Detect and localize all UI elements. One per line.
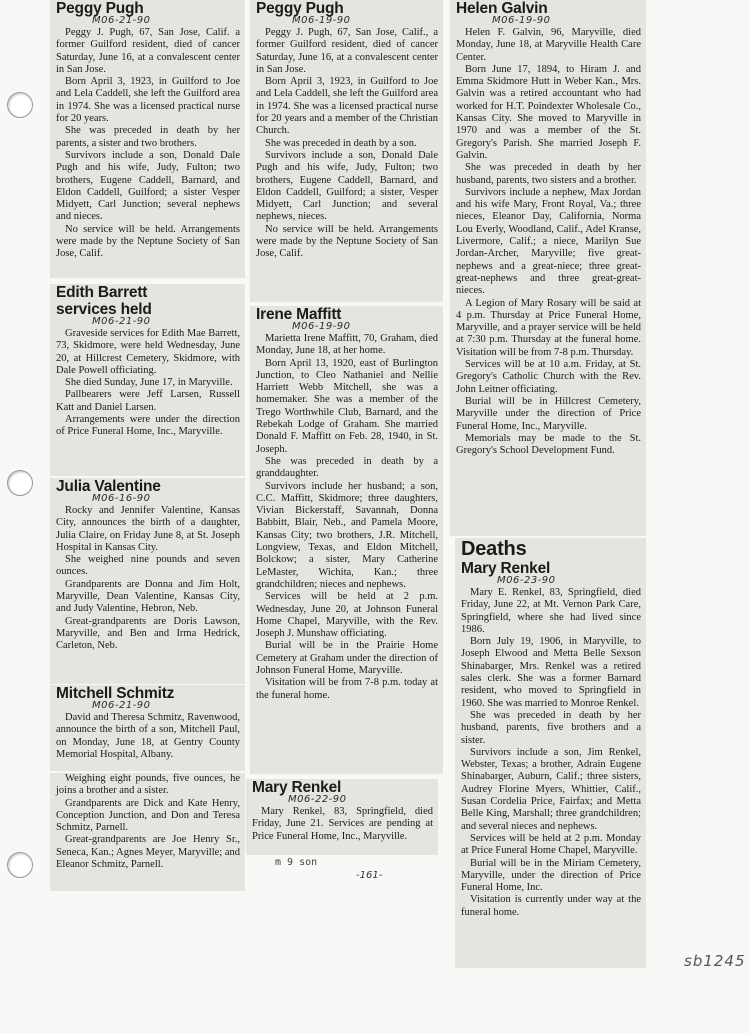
paragraph: Marietta Irene Maffitt, 70, Graham, died Monday, June 18, at her home. bbox=[256, 333, 438, 357]
paragraph: Mary Renkel, 83, Springfield, died Friday, June 21. Services are pending at Price Funeral Home, Inc., Maryville. bbox=[252, 806, 433, 842]
headline: Mary Renkel bbox=[461, 560, 551, 577]
clipping-irene-maffitt bbox=[250, 306, 443, 774]
article-body bbox=[461, 587, 641, 919]
paragraph: Helen F. Galvin, 96, Maryville, died Monday, June 18, at Maryville Health Care Center. bbox=[456, 27, 641, 63]
headline: Julia Valentine bbox=[56, 478, 161, 495]
paragraph: No service will be held. Arrangements were made by the Neptune Society of San Jose, Calif. bbox=[56, 223, 240, 260]
paragraph: She was preceded in death by her husband, parents, five brothers and a sister. bbox=[461, 709, 641, 746]
article-body bbox=[56, 712, 240, 761]
headline: Mary Renkel bbox=[252, 779, 342, 796]
clipping-helen-galvin bbox=[450, 0, 646, 536]
paragraph: Burial will be in Hillcrest Cemetery, Maryville under the direction of Price Funeral Home, Inc., Maryville. bbox=[456, 395, 641, 432]
paragraph: She was preceded in death by a son. bbox=[265, 137, 417, 149]
article-body bbox=[56, 505, 240, 653]
paragraph: Survivors include a son, Jim Renkel, Webster, Texas; a brother, Adrain Eugene Shinabarger, Auburn, Calif.; three sisters, Audrey Florine Myers, Whittier, Calif., Susan Cordelia Price, Fairfax; and Metta Belle King, Marshall; three grandchildren; and several nieces and nephews. bbox=[461, 746, 641, 832]
article-body bbox=[256, 333, 438, 702]
headline: Mitchell Schmitz bbox=[56, 685, 175, 702]
handwritten-date: M06-23-90 bbox=[497, 575, 556, 586]
paragraph: Visitation is currently under way at the funeral home. bbox=[461, 894, 641, 918]
paragraph: Survivors include her husband; a son, C.C. Maffitt, Skidmore; three daughters, Vivian Bickerstaff, Savannah, Donna Babbitt, Blair, Neb., and Pamela Moore, Kansas City; two brothers, J.R. Mitchell, Longview, Texas, and Eldon Mitchell, Bolckow; a sister, Mary Catherine LeMaster, Wichita, Kan.; three grandchildren; nieces and nephews. bbox=[256, 480, 438, 590]
clipping-mitchell-schmitz bbox=[50, 685, 245, 771]
paragraph: A Legion of Mary Rosary will be said at 4 p.m. Thursday at Price Funeral Home, Maryville, and a prayer service will be held at 7:30 p.m. Thursday at the funeral home. Visitation will be from 7-8 p.m. Thursday. bbox=[456, 297, 641, 358]
binder-hole-1 bbox=[7, 92, 33, 118]
article-body bbox=[456, 27, 641, 457]
handwritten-date: M06-21-90 bbox=[92, 700, 151, 711]
paragraph: She was preceded in death by her husband, parents, two sisters and a brother. bbox=[456, 162, 641, 186]
paragraph: Services will be at 10 a.m. Friday, at St. Gregory's Catholic Church with the Rev. John Leitner officiating. bbox=[456, 359, 641, 395]
paragraph: Weighing eight pounds, five ounces, he joins a brother and a sister. bbox=[56, 773, 240, 797]
clipping-deaths-mary-renkel bbox=[455, 538, 646, 968]
paragraph: Services will be held at 2 p.m. Wednesday, June 20, at Johnson Funeral Home Chapel, Maryville, with the Rev. Joseph J. Munshaw officiating. bbox=[256, 591, 438, 640]
paragraph: Mary E. Renkel, 83, Springfield, died Friday, June 22, at Mt. Vernon Park Care, Springfield, where she had lived since 1986. bbox=[461, 587, 641, 635]
paragraph: Pallbearers were Jeff Larsen, Russell Katt and Daniel Larsen. bbox=[56, 389, 240, 413]
clipping-peggy-pugh-2 bbox=[250, 0, 443, 302]
handwritten-date: M06-16-90 bbox=[92, 493, 151, 504]
binder-hole-3 bbox=[7, 852, 33, 878]
paragraph: Rocky and Jennifer Valentine, Kansas City, announces the birth of a daughter, Julia Claire, on Friday June 8, at St. Joseph Hospital in Kansas City. bbox=[56, 505, 240, 553]
handwritten-date: M06-21-90 bbox=[92, 316, 151, 327]
paragraph: She died Sunday, June 17, in Maryville. bbox=[65, 377, 233, 389]
clipping-mary-renkel-short bbox=[246, 779, 438, 855]
clipping-peggy-pugh-1 bbox=[50, 0, 245, 278]
handwritten-date: M06-19-90 bbox=[492, 15, 551, 26]
paragraph: Burial will be in the Miriam Cemetery, Maryville, under the direction of Price Funeral Home, Inc. bbox=[461, 857, 641, 894]
section-heading: Deaths bbox=[461, 538, 527, 560]
archive-stamp: sb1245 bbox=[684, 952, 746, 970]
paragraph: David and Theresa Schmitz, Ravenwood, announce the birth of a son, Mitchell Paul, on Monday, June 18, at Gentry County Memorial Hospital, Albany. bbox=[56, 712, 240, 760]
handwritten-note: m 9 son bbox=[275, 857, 318, 868]
paragraph: Born April 3, 1923, in Guilford to Joe and Lela Caddell, she left the Guilford area in 1974. She was a licensed practical nurse for 20 years. bbox=[56, 76, 240, 125]
headline: Peggy Pugh bbox=[256, 0, 344, 17]
article-body bbox=[252, 806, 433, 843]
paragraph: Born July 19, 1906, in Maryville, to Joseph Elwood and Metta Belle Sexson Shinabarger, Mrs. Renkel was a retired sales clerk. She was a former Barnard resident, who moved to Springfield in 1960. She was married to Monroe Renkel. bbox=[461, 636, 641, 709]
handwritten-date: M06-22-90 bbox=[288, 794, 347, 805]
paragraph: She weighed nine pounds and seven ounces. bbox=[56, 554, 240, 578]
article-body bbox=[56, 27, 240, 261]
article-body bbox=[56, 328, 240, 439]
article-body bbox=[56, 773, 240, 871]
page-number: -161- bbox=[356, 870, 383, 881]
paragraph: No service will be held. Arrangements were made by the Neptune Society of San Jose, Calif. bbox=[256, 223, 438, 260]
paragraph: Grandparents are Donna and Jim Holt, Maryville, Dean Valentine, Kansas City, and Judy Valentine, Hebron, Neb. bbox=[56, 578, 240, 615]
handwritten-date: M06-19-90 bbox=[292, 15, 351, 26]
paragraph: Great-grandparents are Joe Henry Sr., Seneca, Kan.; Agnes Meyer, Maryville; and Eleanor Schmitz, Parnell. bbox=[56, 834, 240, 871]
clipping-julia-valentine bbox=[50, 478, 245, 684]
clipping-mitchell-schmitz-continued bbox=[50, 773, 245, 891]
headline: Irene Maffitt bbox=[256, 306, 342, 323]
headline: Edith Barrett bbox=[56, 284, 148, 301]
paragraph: She was preceded in death by her parents, a sister and two brothers. bbox=[56, 125, 240, 149]
handwritten-date: M06-21-90 bbox=[92, 15, 151, 26]
paragraph: Grandparents are Dick and Kate Henry, Conception Junction, and Don and Teresa Schmitz, Parnell. bbox=[56, 797, 240, 834]
paragraph: Great-grandparents are Doris Lawson, Maryville, and Ben and Irma Hedrick, Carleton, Neb. bbox=[56, 615, 240, 652]
paragraph: Peggy J. Pugh, 67, San Jose, Calif., a former Guilford resident, died of cancer Saturday, June 16, at a convalescent center in San Jose. bbox=[256, 27, 438, 75]
paragraph: Services will be held at 2 p.m. Monday at Price Funeral Home Chapel, Maryville. bbox=[461, 832, 641, 857]
binder-hole-2 bbox=[7, 470, 33, 496]
paragraph: Born April 13, 1920, east of Burlington Junction, to Cleo Nathaniel and Nellie Harriett Webb Mitchell, she was a homemaker. She was a member of the Trego Worthwhile Club, Barnard, and the Rebekah Lodge of Graham. She married Donald F. Maffitt on Feb. 28, 1940, in St. Joseph. bbox=[256, 357, 438, 455]
handwritten-date: M06-19-90 bbox=[292, 321, 351, 332]
headline: Helen Galvin bbox=[456, 0, 548, 17]
paragraph: Survivors include a son, Donald Dale Pugh and his wife, Judy, Fulton; two brothers, Eugene Caddell, Barnard, and Eldon Caddell, Guilford; a sister, Vesper Midyett, Carl Junction; and several nephews, nieces. bbox=[256, 149, 438, 223]
paragraph: She was preceded in death by a granddaughter. bbox=[256, 455, 438, 480]
paragraph: Born June 17, 1894, to Hiram J. and Emma Skidmore Hutt in Weber Kan., Mrs. Galvin was a retired accountant who had worked for H.T. Poindexter Wholesale Co., Kansas City. She moved to Maryville in 1970 and was a member of the St. Gregory's Parish. She married Joseph F. Galvin. bbox=[456, 63, 641, 161]
headline: services held bbox=[56, 301, 152, 318]
paragraph: Burial will be in the Prairie Home Cemetery at Graham under the direction of Johnson Funeral Home, Maryville. bbox=[256, 640, 438, 677]
paragraph: Visitation will be from 7-8 p.m. today at the funeral home. bbox=[256, 677, 438, 701]
paragraph: Survivors include a nephew, Max Jordan and his wife Mary, Front Royal, Va.; three nieces, Eleanor Day, California, Norma Lou Everly, Woodland, Calif., Adel Kranse, Livermore, Calif.; a niece, Marilyn Sue Jordan-Archer, Maryville; five great-nephews and a great-niece; three great-great-nephews and three great-great- nieces. bbox=[456, 186, 641, 297]
paragraph: Arrangements were under the direction of Price Funeral Home, Inc., Maryville. bbox=[56, 414, 240, 438]
paragraph: Survivors include a son, Donald Dale Pugh and his wife, Judy, Fulton; two brothers, Eugene Caddell, Barnard, and Eldon Caddell, Guilford; a sister Vesper Midyett, Carl Junction; several nephews and nieces. bbox=[56, 149, 240, 223]
clipping-edith-barrett bbox=[50, 284, 245, 476]
paragraph: Born April 3, 1923, in Guilford to Joe and Lela Caddell, she left the Guilford area in 1974. She was a licensed practical nurse for 20 years and a member of the Christian Church. bbox=[256, 76, 438, 137]
headline: Peggy Pugh bbox=[56, 0, 144, 17]
article-body bbox=[256, 27, 438, 261]
paragraph: Memorials may be made to the St. Gregory's School Development Fund. bbox=[456, 432, 641, 457]
paragraph: Peggy J. Pugh, 67, San Jose, Calif. a former Guilford resident, died of cancer Saturday, June 16, at a convalescent center in San Jose. bbox=[56, 27, 240, 75]
paragraph: Graveside services for Edith Mae Barrett, 73, Skidmore, were held Wednesday, June 20, at Hillcrest Cemetery, Skidmore, with Dale Powell officiating. bbox=[56, 328, 240, 376]
